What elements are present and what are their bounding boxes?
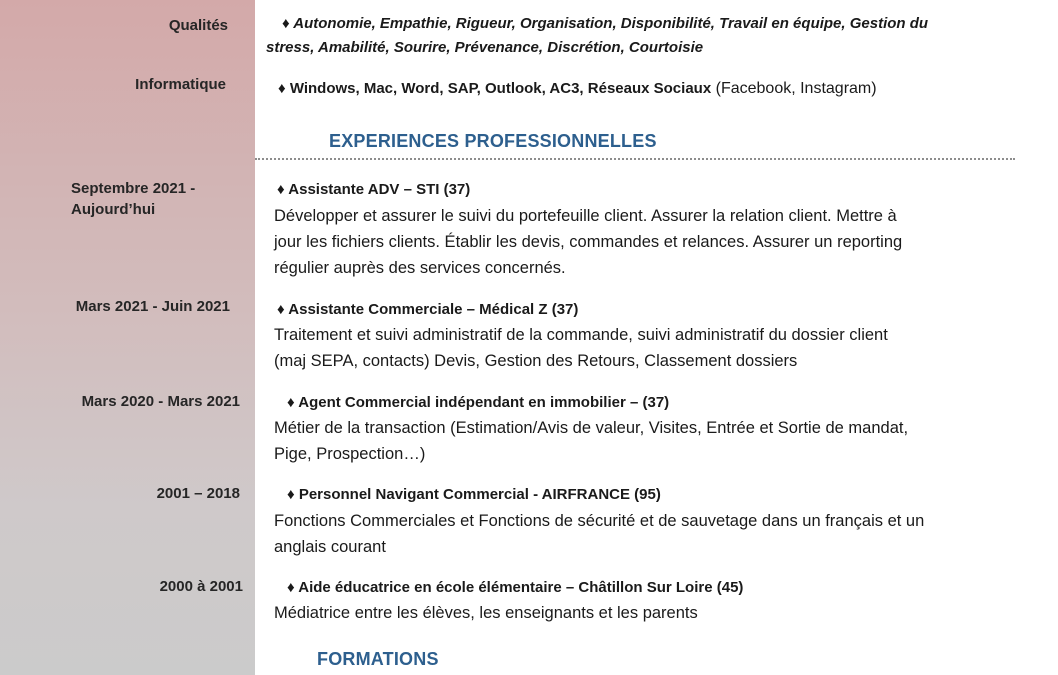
experience-1-date-line2: Aujourd’hui (71, 201, 156, 218)
section-title-formations: FORMATIONS (317, 649, 439, 669)
experience-4-date: 2001 – 2018 (156, 485, 240, 502)
experience-3-date: Mars 2020 - Mars 2021 (81, 393, 240, 410)
experience-1-date-line1: Septembre 2021 - (71, 180, 196, 197)
section-divider (255, 158, 1015, 160)
experience-5-desc-line1: Médiatrice entre les élèves, les enseignants et les parents (274, 604, 698, 622)
experience-1-date (71, 178, 195, 220)
experience-2-desc-line2: (maj SEPA, contacts) Devis, Gestion des Retours, Classement dossiers (274, 352, 798, 370)
section-title-experiences: EXPERIENCES PROFESSIONNELLES (329, 131, 657, 151)
experience-3-desc-line1: Métier de la transaction (Estimation/Avis de valeur, Visites, Entrée et Sortie de mandat, (274, 419, 909, 437)
experience-2-desc-line1: Traitement et suivi administratif de la commande, suivi administratif du dossier client (274, 326, 888, 344)
experience-2-title: ♦ Assistante Commerciale – Médical Z (37) (277, 301, 579, 318)
experience-4-desc-line1: Fonctions Commerciales et Fonctions de sécurité et de sauvetage dans un français et un (274, 512, 925, 530)
experience-1-title: ♦ Assistante ADV – STI (37) (277, 181, 471, 198)
experience-5-title: ♦ Aide éducatrice en école élémentaire – Châtillon Sur Loire (45) (287, 579, 744, 596)
informatique-social: (Facebook, Instagram) (711, 80, 877, 97)
experience-3-title: ♦ Agent Commercial indépendant en immobilier – (37) (287, 394, 670, 411)
experience-4-title: ♦ Personnel Navigant Commercial - AIRFRANCE (95) (287, 486, 661, 503)
qualites-text-line2: stress, Amabilité, Sourire, Prévenance, Discrétion, Courtoisie (266, 39, 704, 56)
experience-4-desc-line2: anglais courant (274, 538, 386, 556)
informatique-label: Informatique (135, 76, 226, 93)
experience-1-desc-line3: régulier auprès des services concernés. (274, 259, 566, 277)
informatique-tools: ♦ Windows, Mac, Word, SAP, Outlook, AC3, Réseaux Sociaux (278, 80, 712, 97)
experience-3-desc-line2: Pige, Prospection…) (274, 445, 426, 463)
experience-2-date: Mars 2021 - Juin 2021 (75, 298, 230, 315)
experience-5-date: 2000 à 2001 (159, 578, 243, 595)
sidebar-background (0, 0, 255, 675)
experience-1-desc-line1: Développer et assurer le suivi du portefeuille client. Assurer la relation client. Mettre à (274, 207, 897, 225)
qualites-text-line1: ♦ Autonomie, Empathie, Rigueur, Organisation, Disponibilité, Travail en équipe, Gestion du (282, 15, 929, 32)
qualites-label: Qualités (168, 17, 228, 34)
informatique-text (278, 75, 877, 102)
experience-1-desc-line2: jour les fichiers clients. Établir les devis, commandes et relances. Assurer un reporting (274, 233, 903, 251)
